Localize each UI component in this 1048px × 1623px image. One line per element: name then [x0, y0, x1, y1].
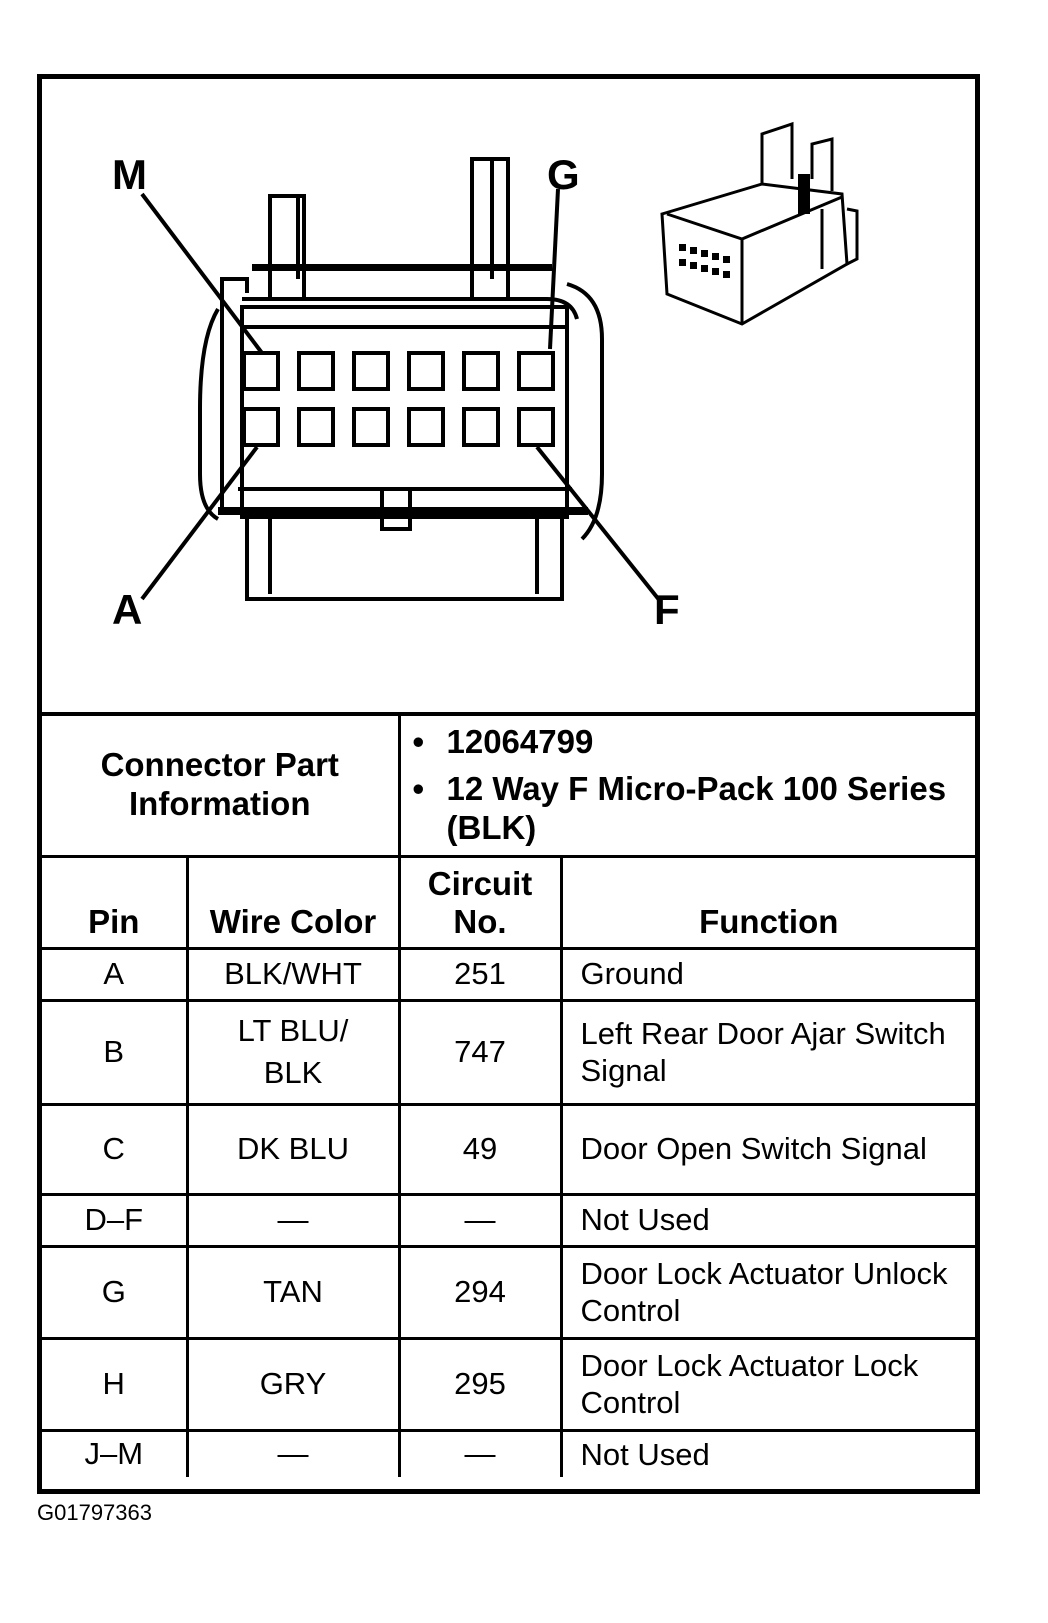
connector-info-item: • 12 Way F Micro-Pack 100 Series (BLK) [413, 770, 968, 848]
table-row [42, 1430, 975, 1477]
pin-cell: G [42, 1246, 187, 1338]
connector-face-drawing [42, 79, 975, 712]
connector-info-item: • 12064799 [412, 722, 594, 760]
function-cell: Not Used [561, 1430, 975, 1477]
header-row [42, 856, 975, 948]
circuit-cell: — [399, 1194, 561, 1246]
header-function: Function [561, 856, 975, 948]
function-cell: Left Rear Door Ajar Switch Signal [561, 1000, 975, 1104]
pin-cell: A [42, 948, 187, 1000]
wire-color-cell: — [187, 1430, 399, 1477]
circuit-cell: 294 [399, 1246, 561, 1338]
pin-label-m: M [112, 151, 147, 198]
figure-code: G01797363 [37, 1500, 152, 1525]
part-number: 12064799 [446, 722, 594, 760]
connector-frame [37, 74, 980, 1494]
connector-info-items [399, 714, 975, 856]
circuit-cell: 251 [399, 948, 561, 1000]
pinout-table [42, 712, 975, 1477]
header-pin: Pin [42, 856, 187, 948]
pin-cell: B [42, 1000, 187, 1104]
circuit-cell: 295 [399, 1338, 561, 1430]
function-cell: Not Used [561, 1194, 975, 1246]
pin-label-f: F [654, 586, 680, 633]
wire-color-cell: GRY [187, 1338, 399, 1430]
pin-cell: J–M [42, 1430, 187, 1477]
circuit-cell: 747 [399, 1000, 561, 1104]
table-row [42, 1000, 975, 1104]
wire-color-cell: TAN [187, 1246, 399, 1338]
table-row [42, 1338, 975, 1430]
circuit-cell: 49 [399, 1104, 561, 1194]
connector-drawing [42, 79, 975, 712]
function-cell: Door Lock Actuator Lock Control [561, 1338, 975, 1430]
wire-color-cell: DK BLU [187, 1104, 399, 1194]
wire-color-cell: LT BLU/ BLK [187, 1000, 399, 1104]
table-row [42, 1194, 975, 1246]
wire-color-cell: — [187, 1194, 399, 1246]
function-cell: Ground [561, 948, 975, 1000]
pin-cell: D–F [42, 1194, 187, 1246]
pin-label-g: G [547, 151, 580, 198]
function-cell: Door Open Switch Signal [561, 1104, 975, 1194]
table-row [42, 1246, 975, 1338]
connector-info-label: Connector Part Information [42, 714, 399, 856]
table-row [42, 1104, 975, 1194]
connector-info-row [42, 714, 975, 856]
table-row [42, 948, 975, 1000]
connector-type: 12 Way F Micro-Pack 100 Series (BLK) [446, 769, 947, 846]
wire-color-cell: BLK/WHT [187, 948, 399, 1000]
header-wire-color: Wire Color [187, 856, 399, 948]
header-circuit-no: Circuit No. [399, 856, 561, 948]
pin-cell: H [42, 1338, 187, 1430]
function-cell: Door Lock Actuator Unlock Control [561, 1246, 975, 1338]
circuit-cell: — [399, 1430, 561, 1477]
pin-cell: C [42, 1104, 187, 1194]
pin-label-a: A [112, 586, 143, 633]
